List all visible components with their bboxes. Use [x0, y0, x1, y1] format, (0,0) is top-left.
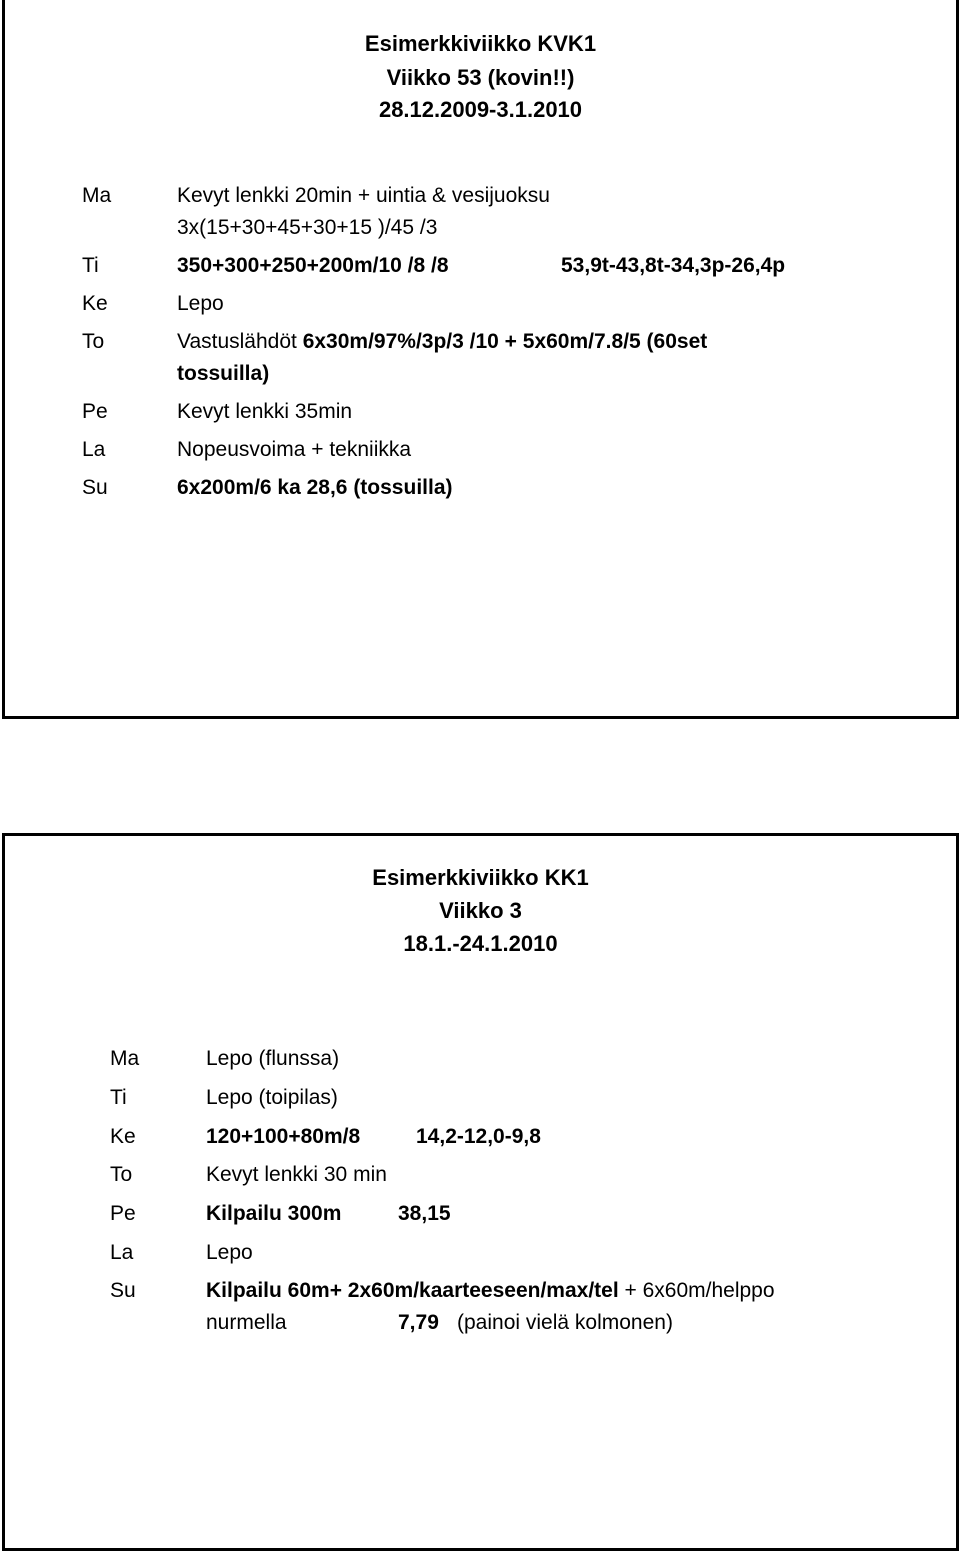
day-label: La [110, 1241, 134, 1264]
row-text: Lepo [177, 292, 224, 315]
row-text: tossuilla) [177, 362, 270, 385]
day-label: To [82, 330, 105, 353]
row-text: Nopeusvoima + tekniikka [177, 438, 412, 461]
row-text [177, 328, 707, 355]
day-label: Ke [110, 1125, 136, 1148]
row-text: Kevyt lenkki 30 min [206, 1163, 387, 1186]
row-text: 3x(15+30+45+30+15 )/45 /3 [177, 216, 438, 239]
row-text: Lepo (toipilas) [206, 1086, 338, 1109]
slide1-title-line2: Viikko 53 (kovin!!) [386, 65, 575, 90]
slide1-title-line3: 28.12.2009-3.1.2010 [378, 97, 583, 122]
slide-kvk1 [2, 0, 959, 719]
day-label: Ti [110, 1086, 127, 1109]
day-label: Pe [110, 1202, 136, 1225]
row-text-part: + 6x60m/helppo [624, 1279, 775, 1302]
row-result: 53,9t-43,8t-34,3p-26,4p [561, 254, 786, 277]
day-label: Ma [110, 1047, 140, 1070]
slide1-title-line1: Esimerkkiviikko KVK1 [364, 31, 597, 56]
row-text: 120+100+80m/8 [206, 1125, 361, 1148]
row-note: (painoi vielä kolmonen) [457, 1311, 673, 1334]
day-label: Ke [82, 292, 108, 315]
row-result: 38,15 [398, 1202, 451, 1225]
slide2-title-line2: Viikko 3 [439, 898, 522, 923]
row-text: Kilpailu 300m [206, 1202, 342, 1225]
row-text: Kevyt lenkki 35min [177, 400, 353, 423]
day-label: Su [82, 476, 108, 499]
slide2-title-line3: 18.1.-24.1.2010 [403, 931, 558, 956]
row-text: 350+300+250+200m/10 /8 /8 [177, 254, 449, 277]
slide-kk1 [2, 833, 959, 1551]
row-text: 6x200m/6 ka 28,6 (tossuilla) [177, 476, 453, 499]
day-label: Su [110, 1279, 136, 1302]
day-label: La [82, 438, 106, 461]
day-label: Pe [82, 400, 108, 423]
row-text: Lepo [206, 1241, 253, 1264]
day-label: Ma [82, 184, 112, 207]
row-result: 14,2-12,0-9,8 [416, 1125, 541, 1148]
row-result: 7,79 [398, 1311, 439, 1334]
row-text: Lepo (flunssa) [206, 1047, 340, 1070]
day-label: To [110, 1163, 133, 1186]
row-text-part: Kilpailu 60m+ 2x60m/kaarteeseen/max/tel [206, 1279, 619, 1302]
row-text-part: Vastuslähdöt [177, 330, 297, 353]
row-text: Kevyt lenkki 20min + uintia & vesijuoksu [177, 184, 550, 207]
row-text: nurmella [206, 1311, 287, 1334]
row-text [206, 1277, 775, 1304]
day-label: Ti [82, 254, 99, 277]
row-text-part: 6x30m/97%/3p/3 /10 + 5x60m/7.8/5 (60set [302, 330, 708, 353]
slide2-title-line1: Esimerkkiviikko KK1 [372, 865, 589, 890]
